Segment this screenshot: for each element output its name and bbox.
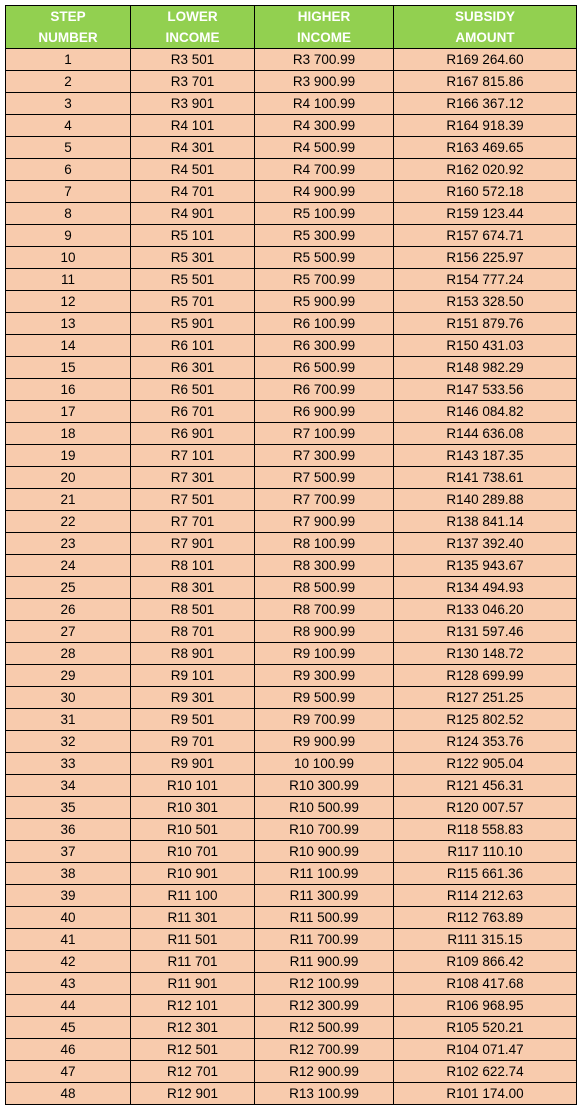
- lower-income-cell: R8 701: [131, 621, 255, 643]
- lower-income-cell: R9 101: [131, 665, 255, 687]
- subsidy-amount-cell: R166 367.12: [394, 93, 577, 115]
- header-higher-income-line2: INCOME: [297, 30, 351, 45]
- step-number-cell: 25: [6, 577, 131, 599]
- lower-income-cell: R7 701: [131, 511, 255, 533]
- lower-income-cell: R6 501: [131, 379, 255, 401]
- header-step-number-line1: STEP: [50, 9, 86, 24]
- step-number-cell: 9: [6, 225, 131, 247]
- lower-income-cell: R6 101: [131, 335, 255, 357]
- subsidy-amount-cell: R101 174.00: [394, 1083, 577, 1105]
- step-number-cell: 32: [6, 731, 131, 753]
- higher-income-cell: R9 900.99: [255, 731, 394, 753]
- higher-income-cell: R8 500.99: [255, 577, 394, 599]
- subsidy-amount-cell: R131 597.46: [394, 621, 577, 643]
- header-lower-income: [131, 6, 255, 49]
- subsidy-amount-cell: R153 328.50: [394, 291, 577, 313]
- lower-income-cell: R9 301: [131, 687, 255, 709]
- higher-income-cell: R11 500.99: [255, 907, 394, 929]
- header-row: [6, 6, 577, 49]
- step-number-cell: 22: [6, 511, 131, 533]
- lower-income-cell: R7 501: [131, 489, 255, 511]
- subsidy-table-container: [5, 5, 577, 1105]
- lower-income-cell: R6 701: [131, 401, 255, 423]
- subsidy-amount-cell: R102 622.74: [394, 1061, 577, 1083]
- higher-income-cell: 10 100.99: [255, 753, 394, 775]
- subsidy-amount-cell: R146 084.82: [394, 401, 577, 423]
- table-row: [6, 93, 577, 115]
- table-row: [6, 269, 577, 291]
- subsidy-amount-cell: R108 417.68: [394, 973, 577, 995]
- higher-income-cell: R5 300.99: [255, 225, 394, 247]
- table-row: [6, 225, 577, 247]
- lower-income-cell: R12 701: [131, 1061, 255, 1083]
- higher-income-cell: R10 500.99: [255, 797, 394, 819]
- lower-income-cell: R8 101: [131, 555, 255, 577]
- table-row: [6, 599, 577, 621]
- higher-income-cell: R6 300.99: [255, 335, 394, 357]
- lower-income-cell: R10 701: [131, 841, 255, 863]
- subsidy-amount-cell: R159 123.44: [394, 203, 577, 225]
- step-number-cell: 28: [6, 643, 131, 665]
- higher-income-cell: R11 100.99: [255, 863, 394, 885]
- subsidy-amount-cell: R117 110.10: [394, 841, 577, 863]
- step-number-cell: 27: [6, 621, 131, 643]
- lower-income-cell: R12 101: [131, 995, 255, 1017]
- step-number-cell: 16: [6, 379, 131, 401]
- higher-income-cell: R10 700.99: [255, 819, 394, 841]
- lower-income-cell: R3 501: [131, 49, 255, 71]
- lower-income-cell: R8 901: [131, 643, 255, 665]
- lower-income-cell: R4 501: [131, 159, 255, 181]
- lower-income-cell: R10 301: [131, 797, 255, 819]
- subsidy-amount-cell: R106 968.95: [394, 995, 577, 1017]
- subsidy-amount-cell: R130 148.72: [394, 643, 577, 665]
- table-row: [6, 247, 577, 269]
- step-number-cell: 10: [6, 247, 131, 269]
- step-number-cell: 13: [6, 313, 131, 335]
- step-number-cell: 3: [6, 93, 131, 115]
- table-row: [6, 907, 577, 929]
- higher-income-cell: R5 100.99: [255, 203, 394, 225]
- step-number-cell: 43: [6, 973, 131, 995]
- subsidy-amount-cell: R143 187.35: [394, 445, 577, 467]
- table-row: [6, 819, 577, 841]
- step-number-cell: 8: [6, 203, 131, 225]
- step-number-cell: 44: [6, 995, 131, 1017]
- table-row: [6, 445, 577, 467]
- higher-income-cell: R4 900.99: [255, 181, 394, 203]
- higher-income-cell: R11 300.99: [255, 885, 394, 907]
- table-header: [6, 6, 577, 49]
- table-row: [6, 687, 577, 709]
- higher-income-cell: R10 300.99: [255, 775, 394, 797]
- higher-income-cell: R5 900.99: [255, 291, 394, 313]
- table-row: [6, 577, 577, 599]
- table-row: [6, 401, 577, 423]
- step-number-cell: 48: [6, 1083, 131, 1105]
- table-row: [6, 467, 577, 489]
- table-row: [6, 995, 577, 1017]
- lower-income-cell: R6 301: [131, 357, 255, 379]
- lower-income-cell: R11 901: [131, 973, 255, 995]
- higher-income-cell: R12 500.99: [255, 1017, 394, 1039]
- lower-income-cell: R10 501: [131, 819, 255, 841]
- lower-income-cell: R9 501: [131, 709, 255, 731]
- table-row: [6, 71, 577, 93]
- step-number-cell: 19: [6, 445, 131, 467]
- step-number-cell: 33: [6, 753, 131, 775]
- step-number-cell: 11: [6, 269, 131, 291]
- subsidy-amount-cell: R114 212.63: [394, 885, 577, 907]
- header-subsidy-amount: [394, 6, 577, 49]
- lower-income-cell: R9 901: [131, 753, 255, 775]
- table-row: [6, 181, 577, 203]
- lower-income-cell: R8 301: [131, 577, 255, 599]
- table-row: [6, 709, 577, 731]
- subsidy-amount-cell: R141 738.61: [394, 467, 577, 489]
- subsidy-amount-cell: R122 905.04: [394, 753, 577, 775]
- subsidy-amount-cell: R134 494.93: [394, 577, 577, 599]
- lower-income-cell: R10 101: [131, 775, 255, 797]
- lower-income-cell: R5 501: [131, 269, 255, 291]
- lower-income-cell: R9 701: [131, 731, 255, 753]
- subsidy-amount-cell: R160 572.18: [394, 181, 577, 203]
- table-row: [6, 951, 577, 973]
- table-row: [6, 357, 577, 379]
- table-row: [6, 885, 577, 907]
- higher-income-cell: R10 900.99: [255, 841, 394, 863]
- step-number-cell: 17: [6, 401, 131, 423]
- table-row: [6, 1061, 577, 1083]
- table-row: [6, 313, 577, 335]
- step-number-cell: 12: [6, 291, 131, 313]
- step-number-cell: 46: [6, 1039, 131, 1061]
- header-subsidy-amount-line1: SUBSIDY: [454, 9, 515, 24]
- subsidy-amount-cell: R167 815.86: [394, 71, 577, 93]
- table-row: [6, 159, 577, 181]
- table-row: [6, 137, 577, 159]
- higher-income-cell: R7 700.99: [255, 489, 394, 511]
- higher-income-cell: R12 100.99: [255, 973, 394, 995]
- step-number-cell: 23: [6, 533, 131, 555]
- step-number-cell: 37: [6, 841, 131, 863]
- subsidy-amount-cell: R118 558.83: [394, 819, 577, 841]
- lower-income-cell: R10 901: [131, 863, 255, 885]
- higher-income-cell: R6 700.99: [255, 379, 394, 401]
- subsidy-amount-cell: R124 353.76: [394, 731, 577, 753]
- step-number-cell: 47: [6, 1061, 131, 1083]
- header-higher-income-line1: HIGHER: [297, 9, 351, 24]
- step-number-cell: 2: [6, 71, 131, 93]
- higher-income-cell: R4 500.99: [255, 137, 394, 159]
- higher-income-cell: R12 700.99: [255, 1039, 394, 1061]
- table-row: [6, 49, 577, 71]
- table-row: [6, 1017, 577, 1039]
- higher-income-cell: R6 900.99: [255, 401, 394, 423]
- higher-income-cell: R3 900.99: [255, 71, 394, 93]
- higher-income-cell: R13 100.99: [255, 1083, 394, 1105]
- higher-income-cell: R7 500.99: [255, 467, 394, 489]
- subsidy-amount-cell: R135 943.67: [394, 555, 577, 577]
- step-number-cell: 39: [6, 885, 131, 907]
- subsidy-amount-cell: R164 918.39: [394, 115, 577, 137]
- lower-income-cell: R12 501: [131, 1039, 255, 1061]
- subsidy-amount-cell: R147 533.56: [394, 379, 577, 401]
- step-number-cell: 30: [6, 687, 131, 709]
- subsidy-amount-cell: R144 636.08: [394, 423, 577, 445]
- subsidy-amount-cell: R163 469.65: [394, 137, 577, 159]
- table-row: [6, 511, 577, 533]
- lower-income-cell: R7 101: [131, 445, 255, 467]
- table-row: [6, 489, 577, 511]
- subsidy-amount-cell: R121 456.31: [394, 775, 577, 797]
- lower-income-cell: R5 101: [131, 225, 255, 247]
- higher-income-cell: R4 300.99: [255, 115, 394, 137]
- subsidy-amount-cell: R148 982.29: [394, 357, 577, 379]
- table-row: [6, 753, 577, 775]
- subsidy-amount-cell: R109 866.42: [394, 951, 577, 973]
- step-number-cell: 6: [6, 159, 131, 181]
- table-row: [6, 423, 577, 445]
- subsidy-amount-cell: R157 674.71: [394, 225, 577, 247]
- table-row: [6, 533, 577, 555]
- higher-income-cell: R9 500.99: [255, 687, 394, 709]
- step-number-cell: 14: [6, 335, 131, 357]
- step-number-cell: 31: [6, 709, 131, 731]
- higher-income-cell: R9 700.99: [255, 709, 394, 731]
- step-number-cell: 35: [6, 797, 131, 819]
- header-lower-income-line1: LOWER: [167, 9, 218, 24]
- higher-income-cell: R9 100.99: [255, 643, 394, 665]
- subsidy-amount-cell: R105 520.21: [394, 1017, 577, 1039]
- subsidy-amount-cell: R115 661.36: [394, 863, 577, 885]
- lower-income-cell: R5 901: [131, 313, 255, 335]
- step-number-cell: 29: [6, 665, 131, 687]
- subsidy-amount-cell: R133 046.20: [394, 599, 577, 621]
- lower-income-cell: R12 301: [131, 1017, 255, 1039]
- step-number-cell: 21: [6, 489, 131, 511]
- header-lower-income-line2: INCOME: [165, 30, 220, 45]
- lower-income-cell: R11 100: [131, 885, 255, 907]
- higher-income-cell: R4 100.99: [255, 93, 394, 115]
- subsidy-amount-cell: R111 315.15: [394, 929, 577, 951]
- higher-income-cell: R6 500.99: [255, 357, 394, 379]
- subsidy-amount-cell: R169 264.60: [394, 49, 577, 71]
- lower-income-cell: R7 301: [131, 467, 255, 489]
- subsidy-amount-cell: R120 007.57: [394, 797, 577, 819]
- step-number-cell: 26: [6, 599, 131, 621]
- table-row: [6, 841, 577, 863]
- step-number-cell: 7: [6, 181, 131, 203]
- subsidy-table: [5, 5, 577, 1105]
- higher-income-cell: R5 700.99: [255, 269, 394, 291]
- lower-income-cell: R4 301: [131, 137, 255, 159]
- table-row: [6, 203, 577, 225]
- step-number-cell: 1: [6, 49, 131, 71]
- lower-income-cell: R7 901: [131, 533, 255, 555]
- higher-income-cell: R8 700.99: [255, 599, 394, 621]
- step-number-cell: 5: [6, 137, 131, 159]
- step-number-cell: 18: [6, 423, 131, 445]
- subsidy-amount-cell: R138 841.14: [394, 511, 577, 533]
- header-step-number-line2: NUMBER: [38, 30, 98, 45]
- step-number-cell: 42: [6, 951, 131, 973]
- higher-income-cell: R7 100.99: [255, 423, 394, 445]
- higher-income-cell: R8 900.99: [255, 621, 394, 643]
- lower-income-cell: R4 901: [131, 203, 255, 225]
- higher-income-cell: R8 100.99: [255, 533, 394, 555]
- higher-income-cell: R8 300.99: [255, 555, 394, 577]
- lower-income-cell: R11 301: [131, 907, 255, 929]
- table-row: [6, 1083, 577, 1105]
- lower-income-cell: R5 701: [131, 291, 255, 313]
- step-number-cell: 20: [6, 467, 131, 489]
- higher-income-cell: R5 500.99: [255, 247, 394, 269]
- table-row: [6, 973, 577, 995]
- table-row: [6, 379, 577, 401]
- table-row: [6, 665, 577, 687]
- header-step-number: [6, 6, 131, 49]
- step-number-cell: 15: [6, 357, 131, 379]
- higher-income-cell: R6 100.99: [255, 313, 394, 335]
- subsidy-amount-cell: R125 802.52: [394, 709, 577, 731]
- lower-income-cell: R4 701: [131, 181, 255, 203]
- lower-income-cell: R11 701: [131, 951, 255, 973]
- lower-income-cell: R12 901: [131, 1083, 255, 1105]
- table-row: [6, 797, 577, 819]
- higher-income-cell: R4 700.99: [255, 159, 394, 181]
- step-number-cell: 45: [6, 1017, 131, 1039]
- step-number-cell: 41: [6, 929, 131, 951]
- table-row: [6, 335, 577, 357]
- lower-income-cell: R11 501: [131, 929, 255, 951]
- step-number-cell: 36: [6, 819, 131, 841]
- header-higher-income: [255, 6, 394, 49]
- higher-income-cell: R12 300.99: [255, 995, 394, 1017]
- subsidy-amount-cell: R150 431.03: [394, 335, 577, 357]
- lower-income-cell: R6 901: [131, 423, 255, 445]
- header-subsidy-amount-line2: AMOUNT: [455, 30, 515, 45]
- subsidy-amount-cell: R140 289.88: [394, 489, 577, 511]
- lower-income-cell: R3 901: [131, 93, 255, 115]
- lower-income-cell: R3 701: [131, 71, 255, 93]
- higher-income-cell: R12 900.99: [255, 1061, 394, 1083]
- table-row: [6, 291, 577, 313]
- subsidy-amount-cell: R156 225.97: [394, 247, 577, 269]
- table-row: [6, 643, 577, 665]
- subsidy-amount-cell: R127 251.25: [394, 687, 577, 709]
- higher-income-cell: R11 900.99: [255, 951, 394, 973]
- subsidy-amount-cell: R151 879.76: [394, 313, 577, 335]
- table-body: [6, 49, 577, 1105]
- step-number-cell: 40: [6, 907, 131, 929]
- table-row: [6, 863, 577, 885]
- step-number-cell: 24: [6, 555, 131, 577]
- lower-income-cell: R5 301: [131, 247, 255, 269]
- step-number-cell: 4: [6, 115, 131, 137]
- table-row: [6, 929, 577, 951]
- step-number-cell: 38: [6, 863, 131, 885]
- table-row: [6, 731, 577, 753]
- higher-income-cell: R7 900.99: [255, 511, 394, 533]
- subsidy-amount-cell: R112 763.89: [394, 907, 577, 929]
- table-row: [6, 115, 577, 137]
- subsidy-amount-cell: R104 071.47: [394, 1039, 577, 1061]
- higher-income-cell: R3 700.99: [255, 49, 394, 71]
- step-number-cell: 34: [6, 775, 131, 797]
- subsidy-amount-cell: R137 392.40: [394, 533, 577, 555]
- lower-income-cell: R4 101: [131, 115, 255, 137]
- lower-income-cell: R8 501: [131, 599, 255, 621]
- subsidy-amount-cell: R162 020.92: [394, 159, 577, 181]
- table-row: [6, 555, 577, 577]
- higher-income-cell: R11 700.99: [255, 929, 394, 951]
- table-row: [6, 1039, 577, 1061]
- higher-income-cell: R9 300.99: [255, 665, 394, 687]
- higher-income-cell: R7 300.99: [255, 445, 394, 467]
- subsidy-amount-cell: R154 777.24: [394, 269, 577, 291]
- table-row: [6, 621, 577, 643]
- subsidy-amount-cell: R128 699.99: [394, 665, 577, 687]
- table-row: [6, 775, 577, 797]
